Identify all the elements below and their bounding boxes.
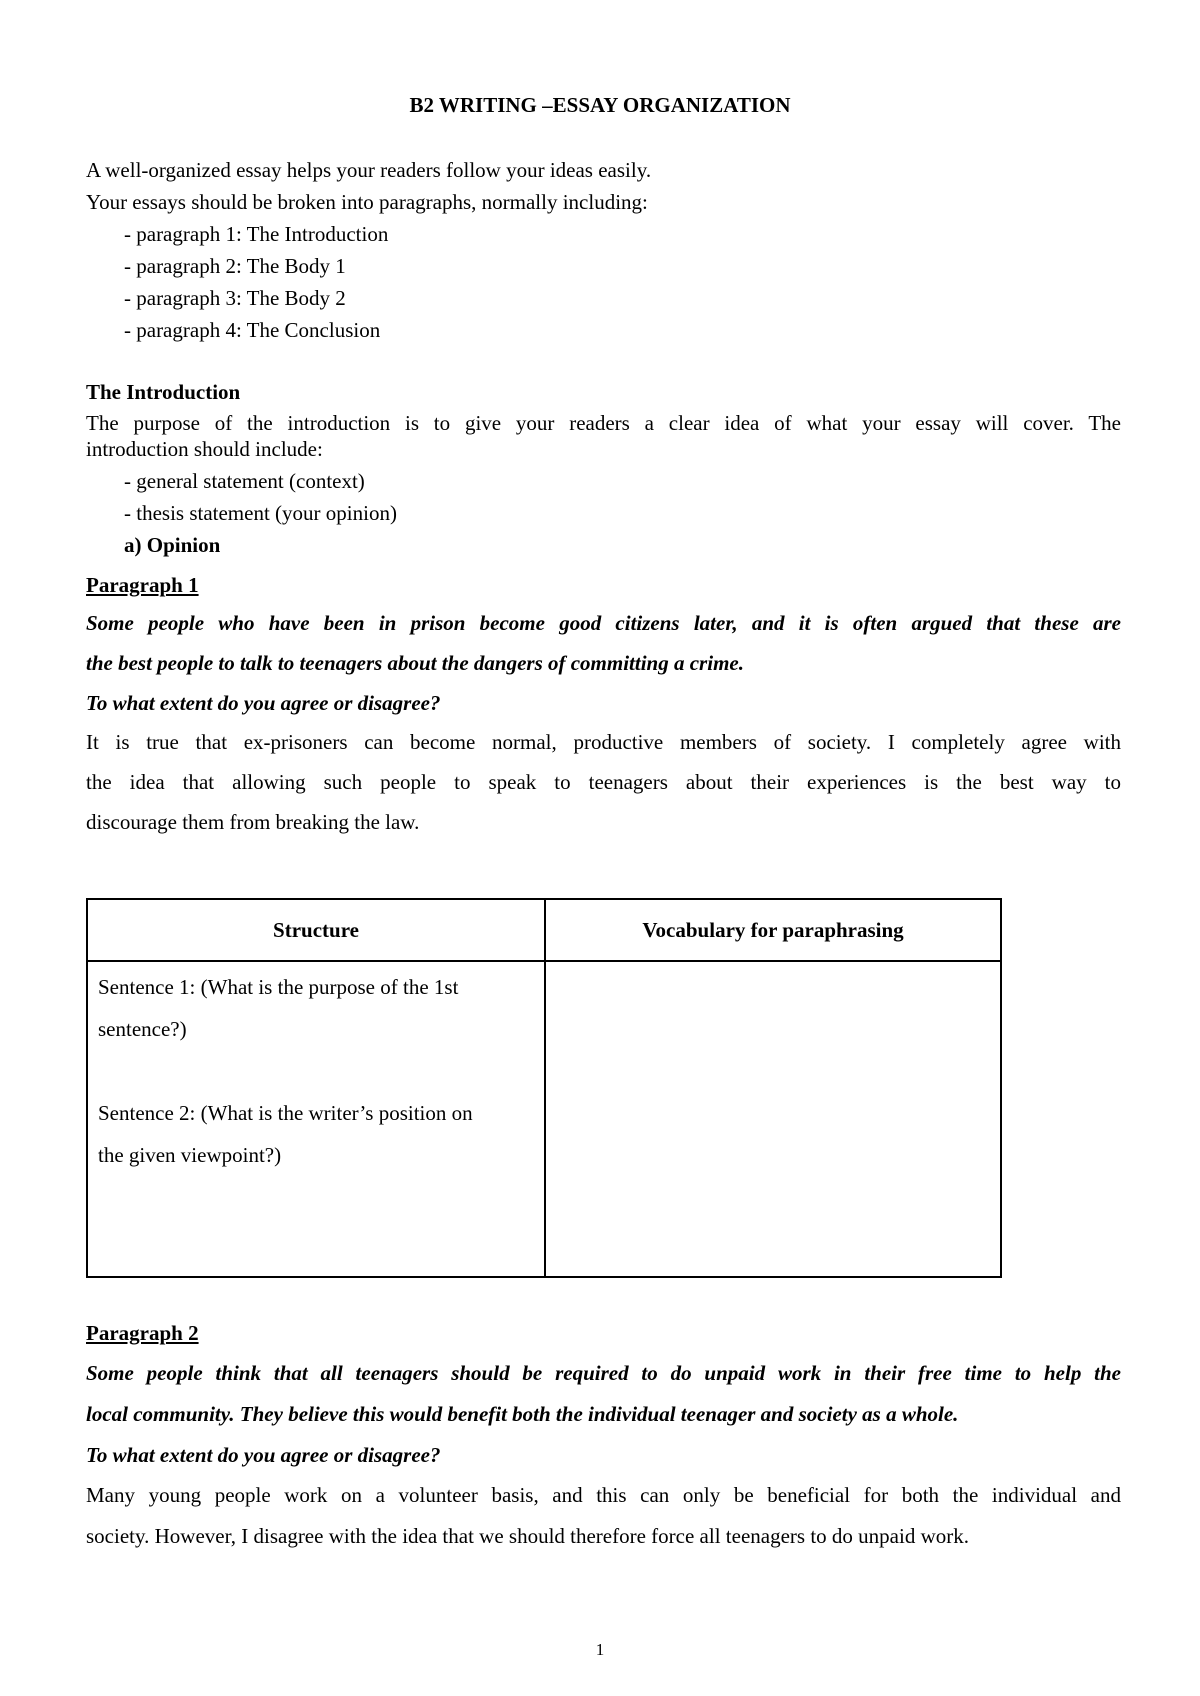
paragraph-list-item: - paragraph 3: The Body 2 — [124, 286, 346, 310]
paragraph1-question: To what extent do you agree or disagree? — [86, 691, 441, 715]
sentence1-line-1: Sentence 1: (What is the purpose of the 1st — [98, 975, 459, 999]
introduction-item: - thesis statement (your opinion) — [124, 501, 397, 525]
intro-line-1: A well-organized essay helps your readers follow your ideas easily. — [86, 158, 652, 182]
opinion-subheading: a) Opinion — [124, 533, 221, 557]
paragraph2-answer-line-2: society. However, I disagree with the idea that we should therefore force all teenagers to do unpaid work. — [86, 1524, 969, 1548]
sentence2-line-2: the given viewpoint?) — [98, 1143, 282, 1167]
structure-cell — [87, 961, 545, 1277]
paragraph1-answer-line-2: the idea that allowing such people to speak to teenagers about their experiences is the best way to — [86, 770, 1121, 794]
sentence2-line-1: Sentence 2: (What is the writer’s position on — [98, 1101, 473, 1125]
introduction-heading: The Introduction — [86, 380, 241, 404]
introduction-item: - general statement (context) — [124, 469, 365, 493]
page-number: 1 — [595, 1640, 605, 1659]
paragraph2-answer-line-1: Many young people work on a volunteer basis, and this can only be beneficial for both the individual and — [86, 1483, 1121, 1507]
paragraph1-prompt-line-2: the best people to talk to teenagers about the dangers of committing a crime. — [86, 651, 744, 675]
intro-line-2: Your essays should be broken into paragraphs, normally including: — [86, 190, 648, 214]
paragraph-list-item: - paragraph 1: The Introduction — [124, 222, 389, 246]
vocab-header: Vocabulary for paraphrasing — [545, 899, 1001, 961]
structure-vocab-table — [86, 898, 1002, 1278]
sentence1-line-2: sentence?) — [98, 1017, 187, 1041]
paragraph2-question: To what extent do you agree or disagree? — [86, 1443, 441, 1467]
structure-header: Structure — [87, 899, 545, 961]
paragraph2-prompt-line-1: Some people think that all teenagers should be required to do unpaid work in their free time to help the — [86, 1361, 1121, 1385]
paragraph2-prompt-line-2: local community. They believe this would benefit both the individual teenager and society as a whole. — [86, 1402, 959, 1426]
paragraph1-prompt-line-1: Some people who have been in prison become good citizens later, and it is often argued that these are — [86, 611, 1121, 635]
paragraph1-answer-line-1: It is true that ex-prisoners can become normal, productive members of society. I completely agree with — [86, 730, 1121, 754]
document-title: B2 WRITING –ESSAY ORGANIZATION — [409, 93, 791, 117]
paragraph1-answer-line-3: discourage them from breaking the law. — [86, 810, 420, 834]
paragraph2-heading: Paragraph 2 — [86, 1321, 199, 1345]
introduction-text-line-2: introduction should include: — [86, 437, 323, 461]
paragraph-list-item: - paragraph 2: The Body 1 — [124, 254, 346, 278]
paragraph1-heading: Paragraph 1 — [86, 573, 199, 597]
vocab-cell[interactable] — [545, 961, 1001, 1277]
paragraph-list-item: - paragraph 4: The Conclusion — [124, 318, 381, 342]
introduction-text-line-1: The purpose of the introduction is to give your readers a clear idea of what your essay will cover. The — [86, 411, 1121, 435]
